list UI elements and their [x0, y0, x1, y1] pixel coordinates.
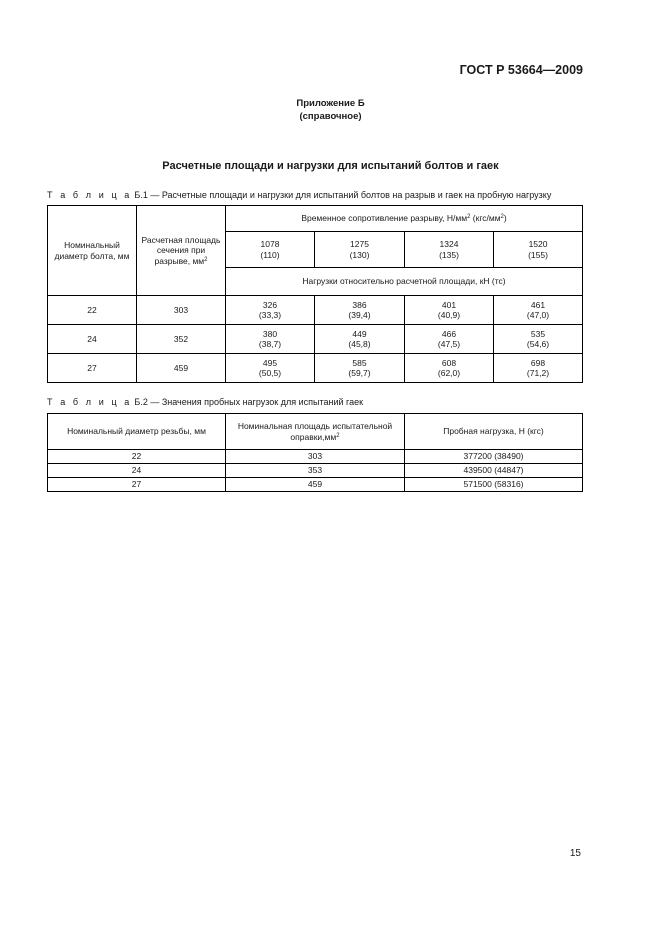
page-number: 15 [569, 848, 581, 859]
t1-strength-3-alt: (135) [439, 249, 459, 260]
t1-row2-load-1 [226, 325, 315, 354]
t1-header-loads: Нагрузки относительно расчетной площади, кН (тс) [226, 268, 583, 296]
t1-row3-load-2-v: 585 [352, 357, 367, 368]
t1-header-strength-sup1: 2 [467, 214, 471, 221]
t1-header-strength-b: (кгс/мм [470, 213, 501, 224]
table-row [48, 325, 583, 354]
t1-strength-1-value: 1078 [260, 239, 280, 249]
t2-row1-area: 303 [226, 450, 405, 464]
t1-row2-load-3 [405, 325, 494, 354]
t2-row3-load: 571500 (58316) [405, 478, 583, 492]
t1-strength-2-alt: (130) [349, 249, 370, 260]
t2-row2-thread: 24 [48, 464, 226, 478]
t1-row3-load-3 [405, 354, 494, 383]
t1-row1-load-2-v: 386 [352, 299, 367, 310]
table-row [48, 354, 583, 383]
t1-row1-load-1-v: 326 [262, 299, 278, 310]
t1-strength-4-value: 1520 [528, 239, 548, 249]
table2-caption-text: Значения пробных нагрузок для испытаний гаек [161, 397, 364, 407]
t1-row1-diameter: 22 [48, 296, 137, 325]
t1-row2-load-4-v: 535 [530, 328, 546, 339]
t2-row1-thread: 22 [48, 450, 226, 464]
t1-header-strength-sup2: 2 [500, 214, 504, 221]
t1-strength-3 [405, 232, 494, 268]
t1-row3-load-1 [226, 354, 315, 383]
t1-row1-area: 303 [137, 296, 226, 325]
t2-header-load: Пробная нагрузка, Н (кгс) [405, 414, 583, 450]
table2 [47, 413, 583, 492]
t1-row2-load-1-a: (38,7) [258, 339, 282, 349]
t1-row1-load-4-v: 461 [530, 299, 546, 310]
t1-row3-area: 459 [137, 354, 226, 383]
appendix-title: Приложение Б [296, 98, 365, 109]
t1-row3-load-1-v: 495 [262, 357, 278, 368]
t1-header-strength-c: ) [503, 213, 507, 224]
t1-header-area [137, 206, 226, 296]
t1-row2-diameter: 24 [48, 325, 137, 354]
t1-row2-load-2-a: (45,8) [348, 339, 371, 349]
t1-strength-4 [494, 232, 583, 268]
t1-row2-load-3-a: (47,5) [437, 339, 461, 349]
appendix-subtitle: (справочное) [299, 111, 362, 122]
t2-row1-load: 377200 (38490) [405, 450, 583, 464]
table-row [48, 296, 583, 325]
t1-row3-load-3-v: 608 [441, 357, 457, 368]
table1-caption-text: Расчетные площади и нагрузки для испытаний болтов на разрыв и гаек на пробную нагрузку [161, 190, 552, 200]
t1-header-strength-a: Временное сопротивление разрыву, Н/мм [301, 213, 468, 224]
table-row [48, 464, 583, 478]
t1-row2-load-4-a: (54,6) [526, 339, 550, 349]
t2-header-mandrel-text: Номинальная площадь испытательной оправки,мм [237, 421, 393, 442]
t2-row3-area: 459 [226, 478, 405, 492]
t1-strength-1-alt: (110) [260, 249, 280, 260]
table2-caption [47, 397, 363, 407]
t2-header-mandrel-sup: 2 [336, 432, 340, 439]
t1-row1-load-2 [315, 296, 405, 325]
t1-row3-load-2-a: (59,7) [348, 368, 371, 378]
table1-caption-number: Б.1 — [131, 190, 162, 200]
section-title: Расчетные площади и нагрузки для испытаний болтов и гаек [162, 160, 499, 172]
t1-row1-load-1 [226, 296, 315, 325]
t1-row3-load-3-a: (62,0) [437, 368, 461, 378]
t1-row3-load-4-a: (71,2) [526, 368, 550, 378]
t1-row3-load-4-v: 698 [530, 357, 546, 368]
t1-row1-load-4-a: (47,0) [526, 310, 550, 320]
table2-caption-prefix: Т а б л и ц а [47, 397, 132, 407]
table-row [48, 478, 583, 492]
t1-row1-load-3-v: 401 [441, 299, 457, 310]
t1-row1-load-2-a: (39,4) [348, 310, 371, 320]
t1-header-area-sup: 2 [204, 256, 208, 263]
t1-header-area-text: Расчетная площадь сечения при разрыве, мм [141, 234, 221, 266]
t1-strength-2-value: 1275 [350, 239, 369, 249]
t1-row2-area: 352 [137, 325, 226, 354]
t1-row2-load-1-v: 380 [262, 328, 278, 339]
t1-row3-load-1-a: (50,5) [258, 368, 282, 378]
table1-caption-prefix: Т а б л и ц а [47, 190, 132, 200]
t1-header-strength [226, 206, 583, 232]
t1-strength-3-value: 1324 [439, 239, 459, 249]
t1-row1-load-3 [405, 296, 494, 325]
t1-strength-2 [315, 232, 405, 268]
t1-row2-load-2-v: 449 [352, 328, 367, 339]
t1-strength-4-alt: (155) [528, 249, 548, 260]
t2-row3-thread: 27 [48, 478, 226, 492]
t1-row1-load-3-a: (40,9) [437, 310, 461, 320]
t1-row3-diameter: 27 [48, 354, 137, 383]
t1-row3-load-4 [494, 354, 583, 383]
table-row [48, 450, 583, 464]
t2-row2-load: 439500 (44847) [405, 464, 583, 478]
t1-row3-load-2 [315, 354, 405, 383]
t1-row1-load-1-a: (33,3) [258, 310, 282, 320]
document-code: ГОСТ Р 53664—2009 [459, 63, 583, 77]
t1-header-diameter: Номинальный диаметр болта, мм [48, 206, 137, 296]
t2-header-mandrel [226, 414, 405, 450]
t2-header-thread: Номинальный диаметр резьбы, мм [48, 414, 226, 450]
table1-caption [47, 190, 551, 200]
t2-row2-area: 353 [226, 464, 405, 478]
t1-row2-load-3-v: 466 [441, 328, 457, 339]
t1-row2-load-4 [494, 325, 583, 354]
t1-strength-1 [226, 232, 315, 268]
t1-row1-load-4 [494, 296, 583, 325]
appendix-heading [0, 97, 661, 123]
t1-row2-load-2 [315, 325, 405, 354]
table1 [47, 205, 583, 383]
table2-caption-number: Б.2 — [131, 397, 162, 407]
